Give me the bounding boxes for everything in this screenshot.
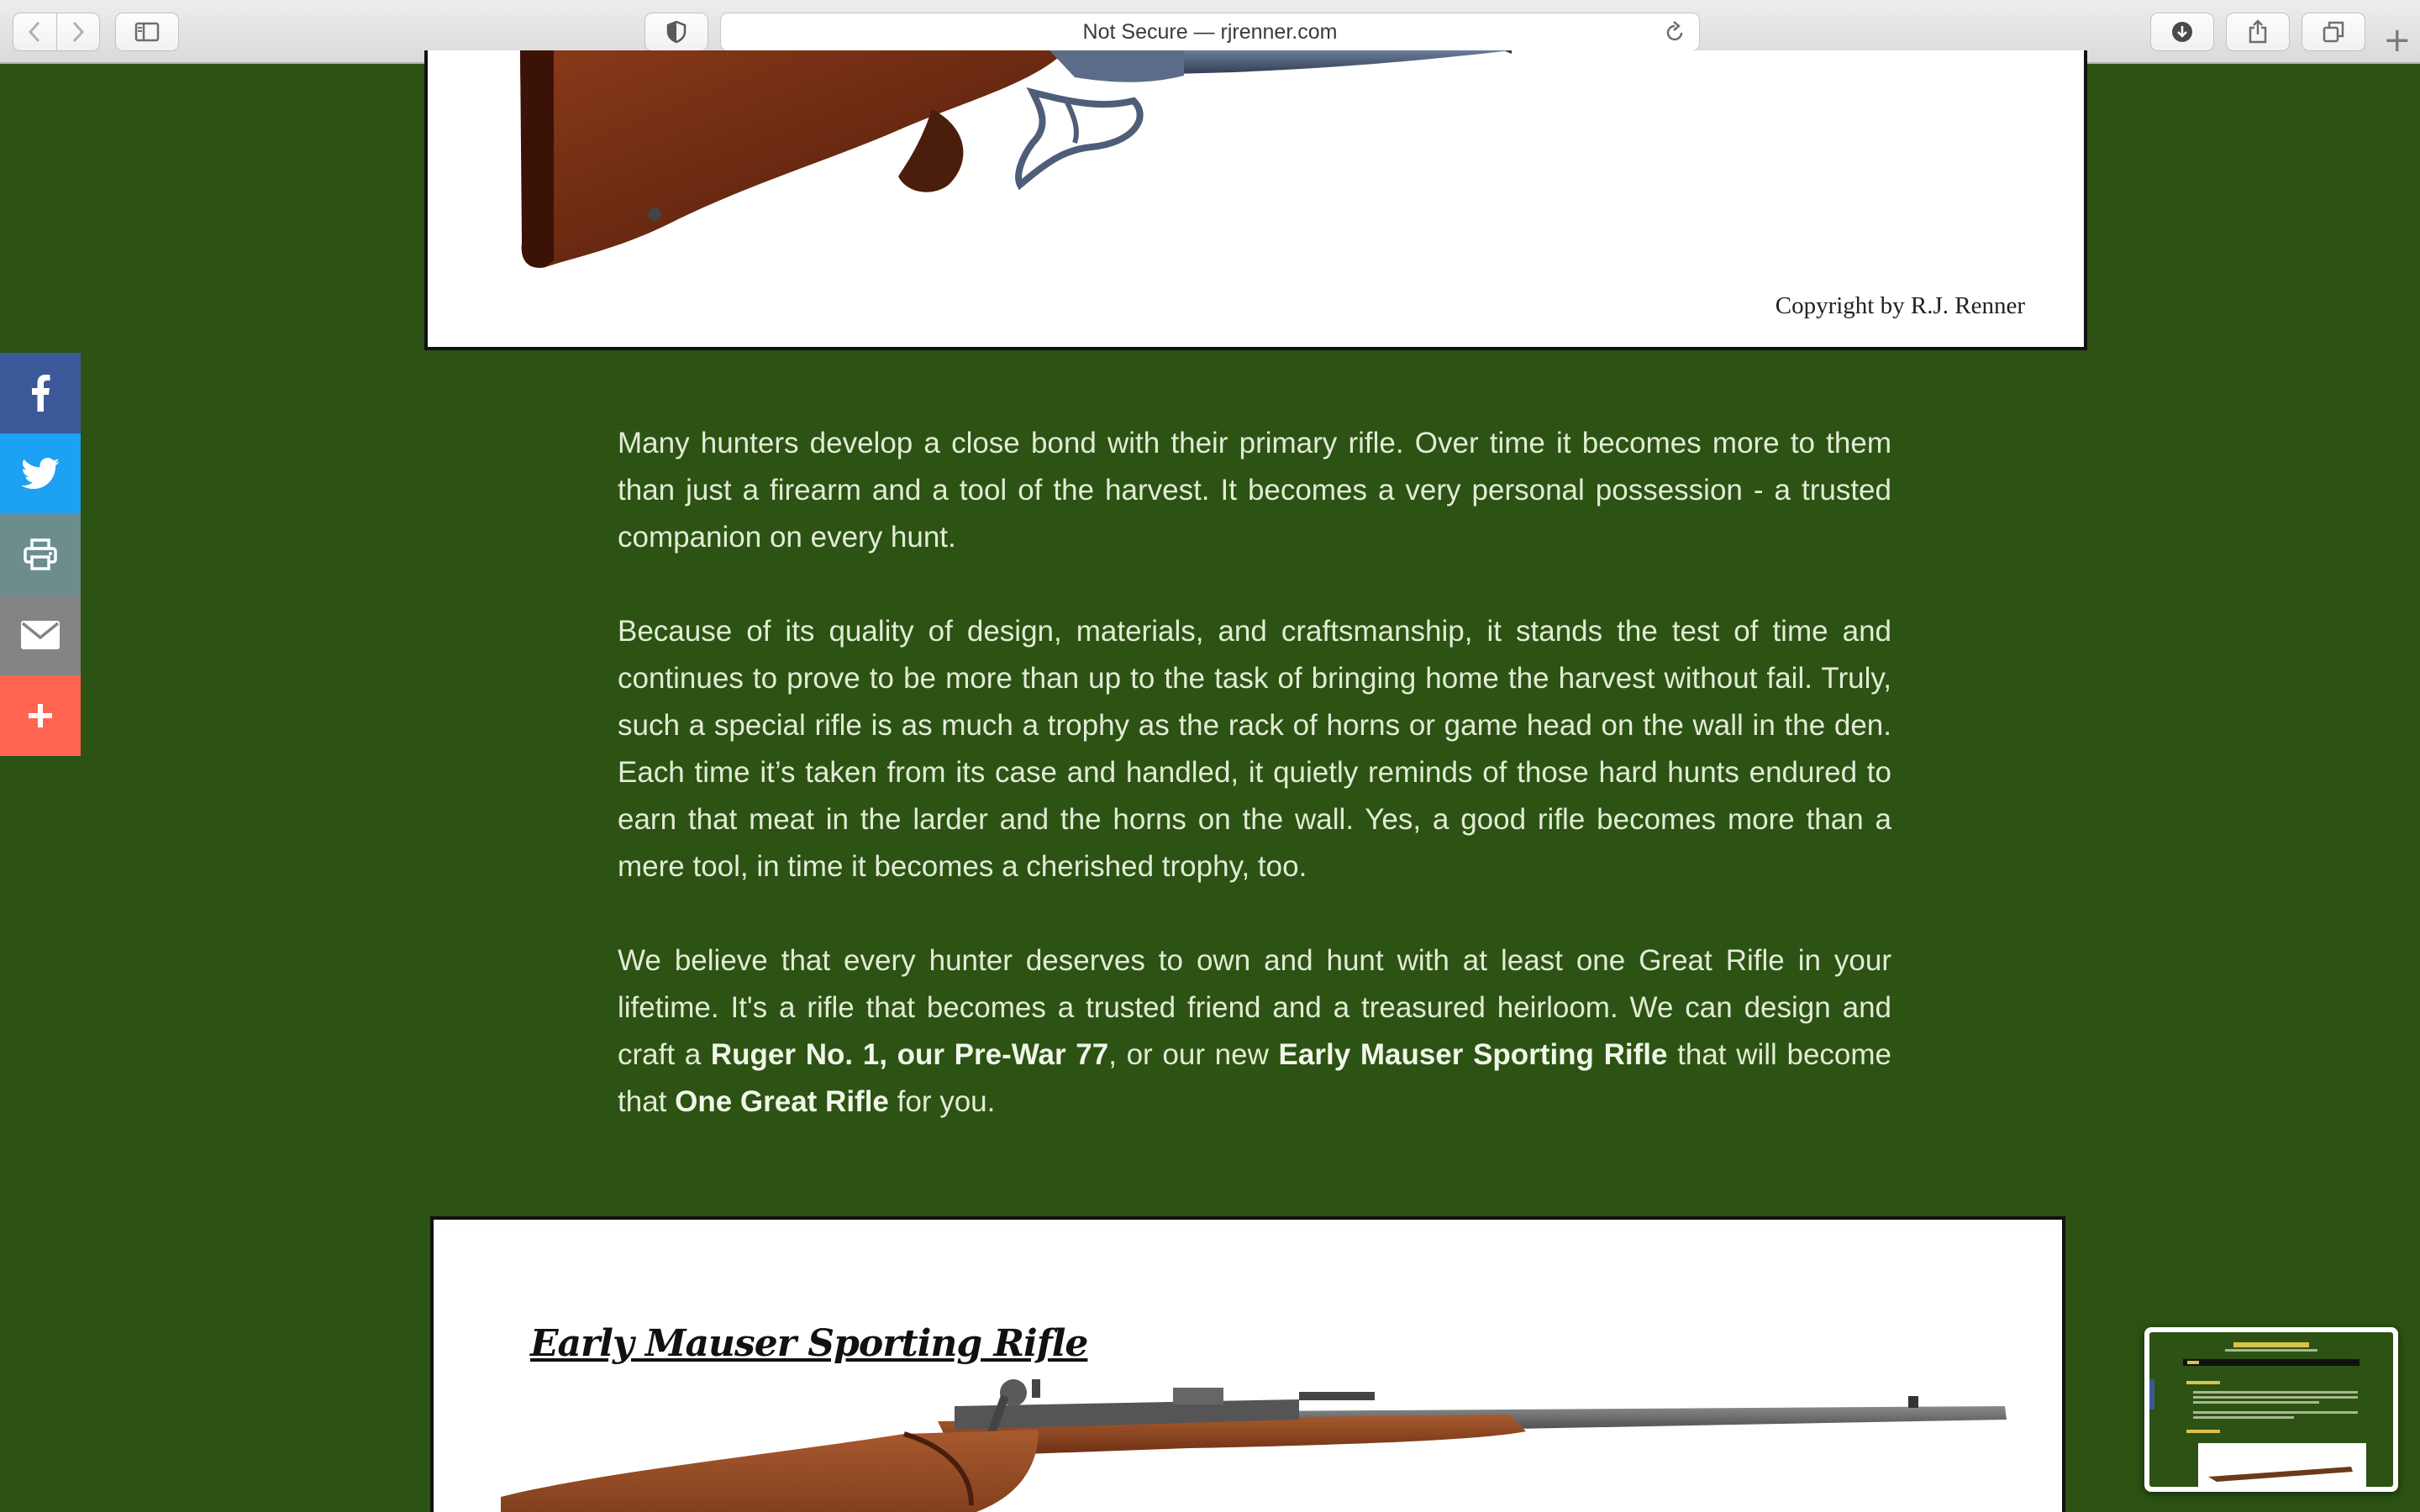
email-share-button[interactable] <box>0 595 81 675</box>
social-share-bar <box>0 353 81 756</box>
paragraph-3 <box>618 937 1891 1126</box>
mauser-rifle-image <box>430 1216 2065 1512</box>
mauser-image-title: Early Mauser Sporting Rifle <box>530 1322 1088 1365</box>
privacy-shield-icon <box>666 20 687 44</box>
mauser-rifle-graphic <box>434 1220 2062 1512</box>
address-text: Not Secure — rjrenner.com <box>1082 19 1338 44</box>
early-mauser-highlight: Early Mauser Sporting Rifle <box>1278 1038 1668 1071</box>
print-button[interactable] <box>0 514 81 595</box>
page-thumbnail-preview[interactable] <box>2144 1327 2398 1492</box>
download-icon <box>2170 20 2194 44</box>
privacy-button[interactable] <box>644 13 708 51</box>
forward-button[interactable] <box>56 13 100 50</box>
reload-button[interactable] <box>1664 21 1686 50</box>
address-bar[interactable] <box>720 13 1700 51</box>
facebook-icon <box>30 375 50 412</box>
tabs-icon <box>2323 21 2344 43</box>
reload-icon <box>1664 21 1686 45</box>
back-button[interactable] <box>13 13 56 50</box>
p3-text-g: for you. <box>888 1085 996 1118</box>
new-tab-icon[interactable]: + <box>2383 21 2412 60</box>
tab-overview-button[interactable] <box>2302 13 2365 51</box>
sidebar-button[interactable] <box>115 13 179 51</box>
twitter-share-button[interactable] <box>0 433 81 514</box>
ruger-rifle-image <box>424 50 2087 350</box>
nav-buttons <box>13 13 100 51</box>
share-icon <box>2247 19 2269 45</box>
plus-icon <box>27 702 54 729</box>
ruger-no1-highlight: Ruger No. 1, our Pre-War 77 <box>710 1038 1109 1071</box>
thumbnail-content <box>2149 1332 2393 1487</box>
downloads-button[interactable] <box>2150 13 2214 51</box>
twitter-icon <box>21 458 60 490</box>
share-page-button[interactable] <box>2226 13 2290 51</box>
print-icon <box>24 538 57 570</box>
back-icon <box>28 21 41 43</box>
copyright-caption: Copyright by R.J. Renner <box>1775 292 2025 319</box>
paragraph-1: Many hunters develop a close bond with their primary rifle. Over time it becomes more to them than just a firearm and a tool of the harvest. It becomes a very personal possession - a trusted companion on every hunt. <box>618 427 1891 554</box>
one-great-rifle-highlight: One Great Rifle <box>675 1085 889 1118</box>
forward-icon <box>71 21 85 43</box>
thumbnail-graphic <box>2149 1332 2393 1487</box>
more-share-button[interactable] <box>0 675 81 756</box>
p3-text-e: that will become that <box>618 1038 1891 1118</box>
p3-text-c: , or our new <box>1108 1038 1279 1071</box>
article-body <box>618 420 1891 1173</box>
email-icon <box>21 621 60 649</box>
facebook-share-button[interactable] <box>0 353 81 433</box>
sidebar-icon <box>134 22 160 42</box>
p3-text-a: We believe that every hunter deserves to own and hunt with at least one Great Rifle in your lifetime. It's a rifle that becomes a trusted friend and a treasured heirloom. We can design and craft a <box>618 944 1891 1071</box>
paragraph-2: Because of its quality of design, materials, and craftsmanship, it stands the test of time and continues to prove to be more than up to the task of bringing home the harvest without fail. Truly, such a special rifle is as much a trophy as the rack of horns or game head on the wall in the den. Each time it’s taken from its case and handled, it quietly reminds of those hard hunts endured to earn that meat in the larder and the horns on the wall. Yes, a good rifle becomes more than a mere tool, in time it becomes a cherished trophy, too. <box>618 615 1891 883</box>
